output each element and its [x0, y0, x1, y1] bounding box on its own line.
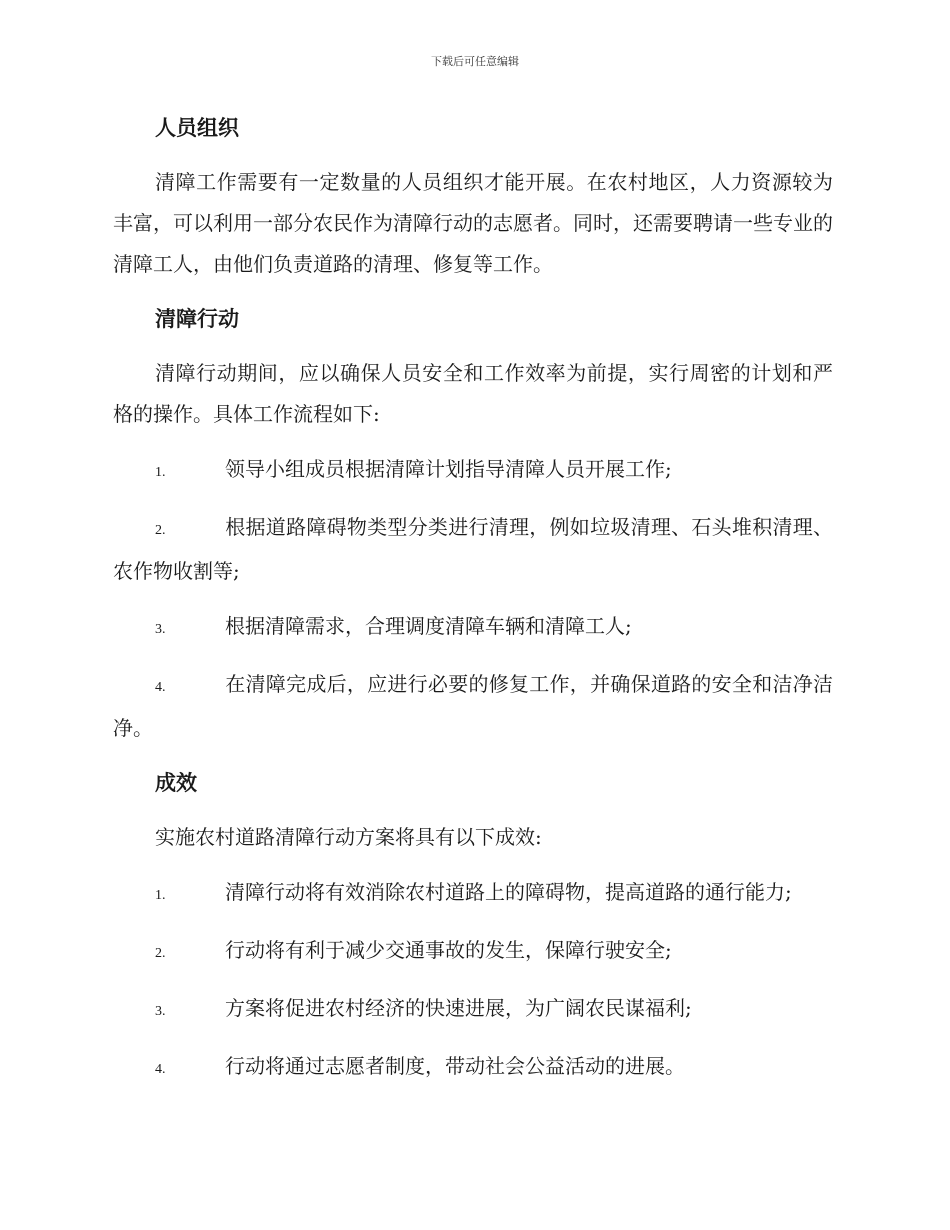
list-item: [113, 606, 833, 650]
list-item: [113, 1046, 833, 1090]
page-header: 下载后可任意编辑: [431, 55, 519, 68]
section-heading-results: 成效: [155, 771, 197, 795]
list-number: 4.: [155, 1062, 166, 1077]
list-item: [113, 988, 833, 1032]
list-item: [113, 507, 833, 592]
list-item: [113, 449, 833, 493]
paragraph: 实施农村道路清障行动方案将具有以下成效:: [155, 825, 542, 849]
list-item-text: 行动将通过志愿者制度，带动社会公益活动的进展。: [225, 1054, 685, 1078]
list-item: [113, 664, 833, 749]
list-item: [113, 872, 833, 916]
document-body: [113, 108, 833, 1104]
section-heading-action: 清障行动: [155, 307, 239, 331]
list-item-text: 根据道路障碍物类型分类进行清理，例如垃圾清理、石头堆积清理、农作物收割等;: [113, 515, 833, 583]
list-item-text: 领导小组成员根据清障计划指导清障人员开展工作;: [225, 457, 672, 481]
list-number: 3.: [155, 1004, 166, 1019]
list-number: 2.: [155, 946, 166, 961]
paragraph: 清障行动期间，应以确保人员安全和工作效率为前提，实行周密的计划和严格的操作。具体工作流程如下:: [113, 361, 833, 426]
list-number: 4.: [155, 680, 166, 695]
list-item-text: 在清障完成后，应进行必要的修复工作，并确保道路的安全和洁净洁净。: [113, 672, 833, 740]
list-number: 3.: [155, 622, 166, 637]
list-number: 1.: [155, 888, 166, 903]
paragraph: 清障工作需要有一定数量的人员组织才能开展。在农村地区，人力资源较为丰富，可以利用一部分农民作为清障行动的志愿者。同时，还需要聘请一些专业的清障工人，由他们负责道路的清理、修复等工作。: [113, 170, 833, 276]
list-item: [113, 930, 833, 974]
section-heading-personnel: 人员组织: [155, 116, 239, 140]
list-number: 1.: [155, 465, 166, 480]
list-item-text: 清障行动将有效消除农村道路上的障碍物，提高道路的通行能力;: [225, 880, 792, 904]
list-number: 2.: [155, 523, 166, 538]
list-item-text: 方案将促进农村经济的快速进展，为广阔农民谋福利;: [225, 996, 692, 1020]
list-item-text: 行动将有利于减少交通事故的发生，保障行驶安全;: [225, 938, 672, 962]
list-item-text: 根据清障需求，合理调度清障车辆和清障工人;: [225, 614, 632, 638]
